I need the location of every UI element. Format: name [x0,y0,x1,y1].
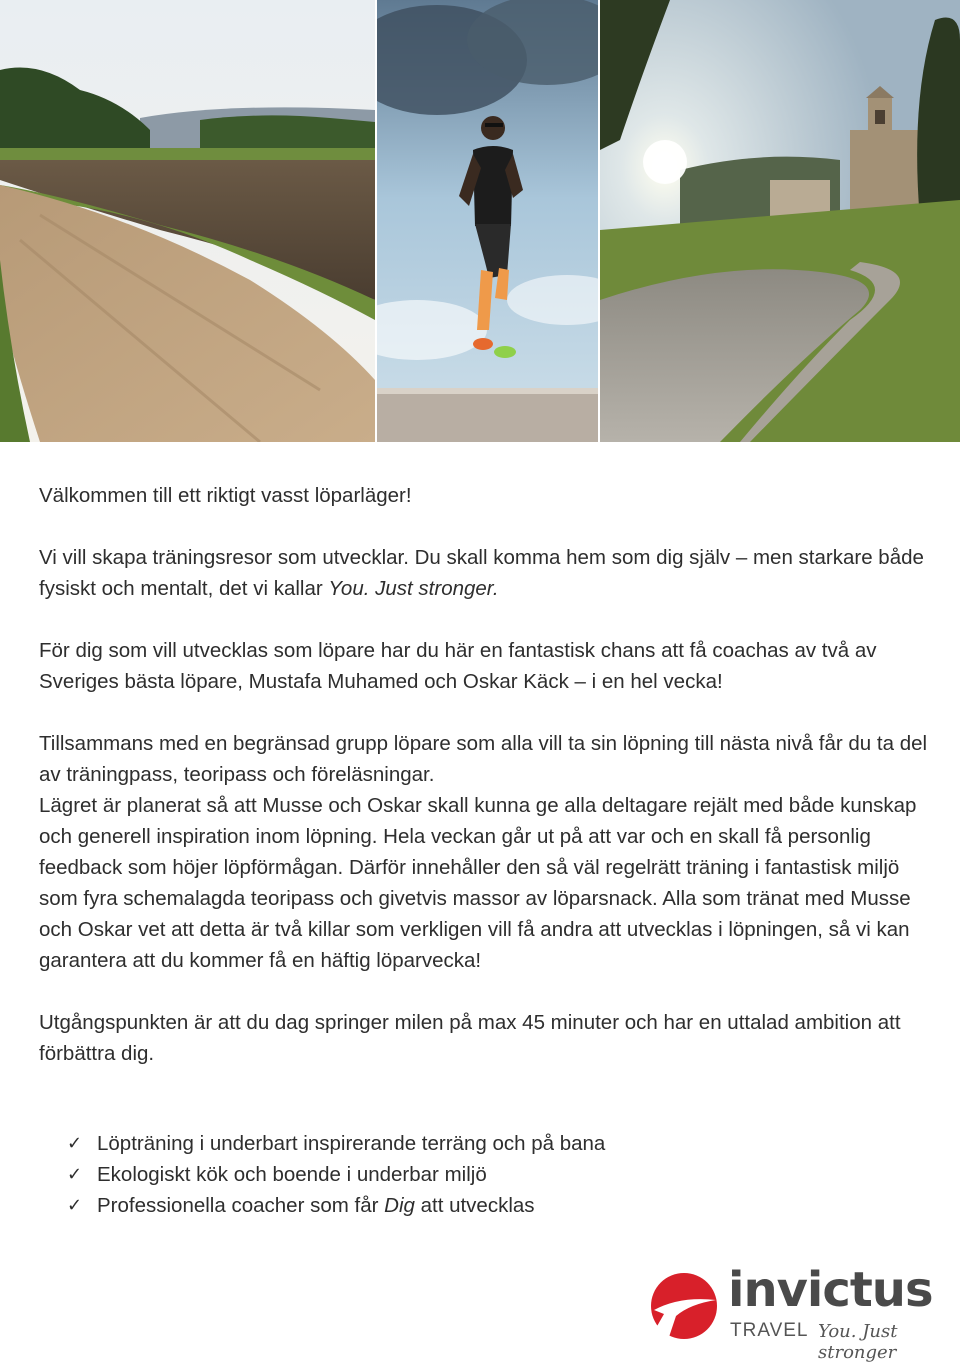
feature-emphasis: Dig [384,1194,415,1217]
list-item [67,1190,605,1221]
logo-mark-icon [650,1270,720,1342]
body-text [39,480,939,1069]
paragraph-group: Tillsammans med en begränsad grupp löpare som alla vill ta sin löpning till nästa nivå får du ta del av träningpass, teoripass och föreläsningar. [39,732,928,786]
list-item [67,1128,605,1159]
welcome-line: Välkommen till ett riktigt vasst löparläger! [39,484,412,507]
brand-sub: TRAVEL [730,1320,809,1341]
feature-text-end: att utvecklas [414,1194,535,1217]
photo-church-path [600,0,960,442]
checkmark-icon: ✓ [67,1133,83,1154]
checkmark-icon: ✓ [67,1164,83,1185]
invictus-logo [650,1262,950,1363]
list-item [67,1159,605,1190]
photo-dirt-road [0,0,375,442]
feature-text: Professionella coacher som får [97,1194,385,1217]
checkmark-icon: ✓ [67,1195,83,1216]
paragraph-camp: Lägret är planerat så att Musse och Oskar skall kunna ge alla deltagare rejält med både kunskap och generell inspiration inom löpning. Hela veckan går ut på att var och en skall få personlig feedback som höjer löpförmågan. Därför innehåller den så väl regelrätt träning i fantastisk miljö som fyra schemalagda teoripass och givetvis massor av löparsnack. Alla som tränat med Musse och Oskar vet att detta är två killar som verkligen vill få andra att utvecklas i löpningen, så vi kan garantera att du kommer få en häftig löparvecka! [39,794,917,972]
photo-strip [0,0,960,442]
slogan-text: You. Just stronger. [328,577,499,600]
feature-text: Ekologiskt kök och boende i underbar miljö [97,1163,487,1186]
paragraph-coaches: För dig som vill utvecklas som löpare har du här en fantastisk chans att få coachas av två av Sveriges bästa löpare, Mustafa Muhamed och Oskar Käck – i en hel vecka! [39,639,877,693]
feature-text: Löpträning i underbart inspirerande terräng och på bana [97,1132,606,1155]
brand-tagline: You. Just stronger [818,1321,898,1363]
paragraph-requirements: Utgångspunkten är att du dag springer milen på max 45 minuter och har en uttalad ambition att förbättra dig. [39,1011,901,1065]
paragraph-intro [39,542,939,604]
paragraph-intro-text: Vi vill skapa träningsresor som utvecklar. Du skall komma hem som dig själv – men starkare både fysiskt och mentalt, det vi kallar [39,546,924,600]
photo-runner [377,0,598,442]
feature-list [67,1128,605,1221]
brand-name: invictus [728,1262,933,1318]
